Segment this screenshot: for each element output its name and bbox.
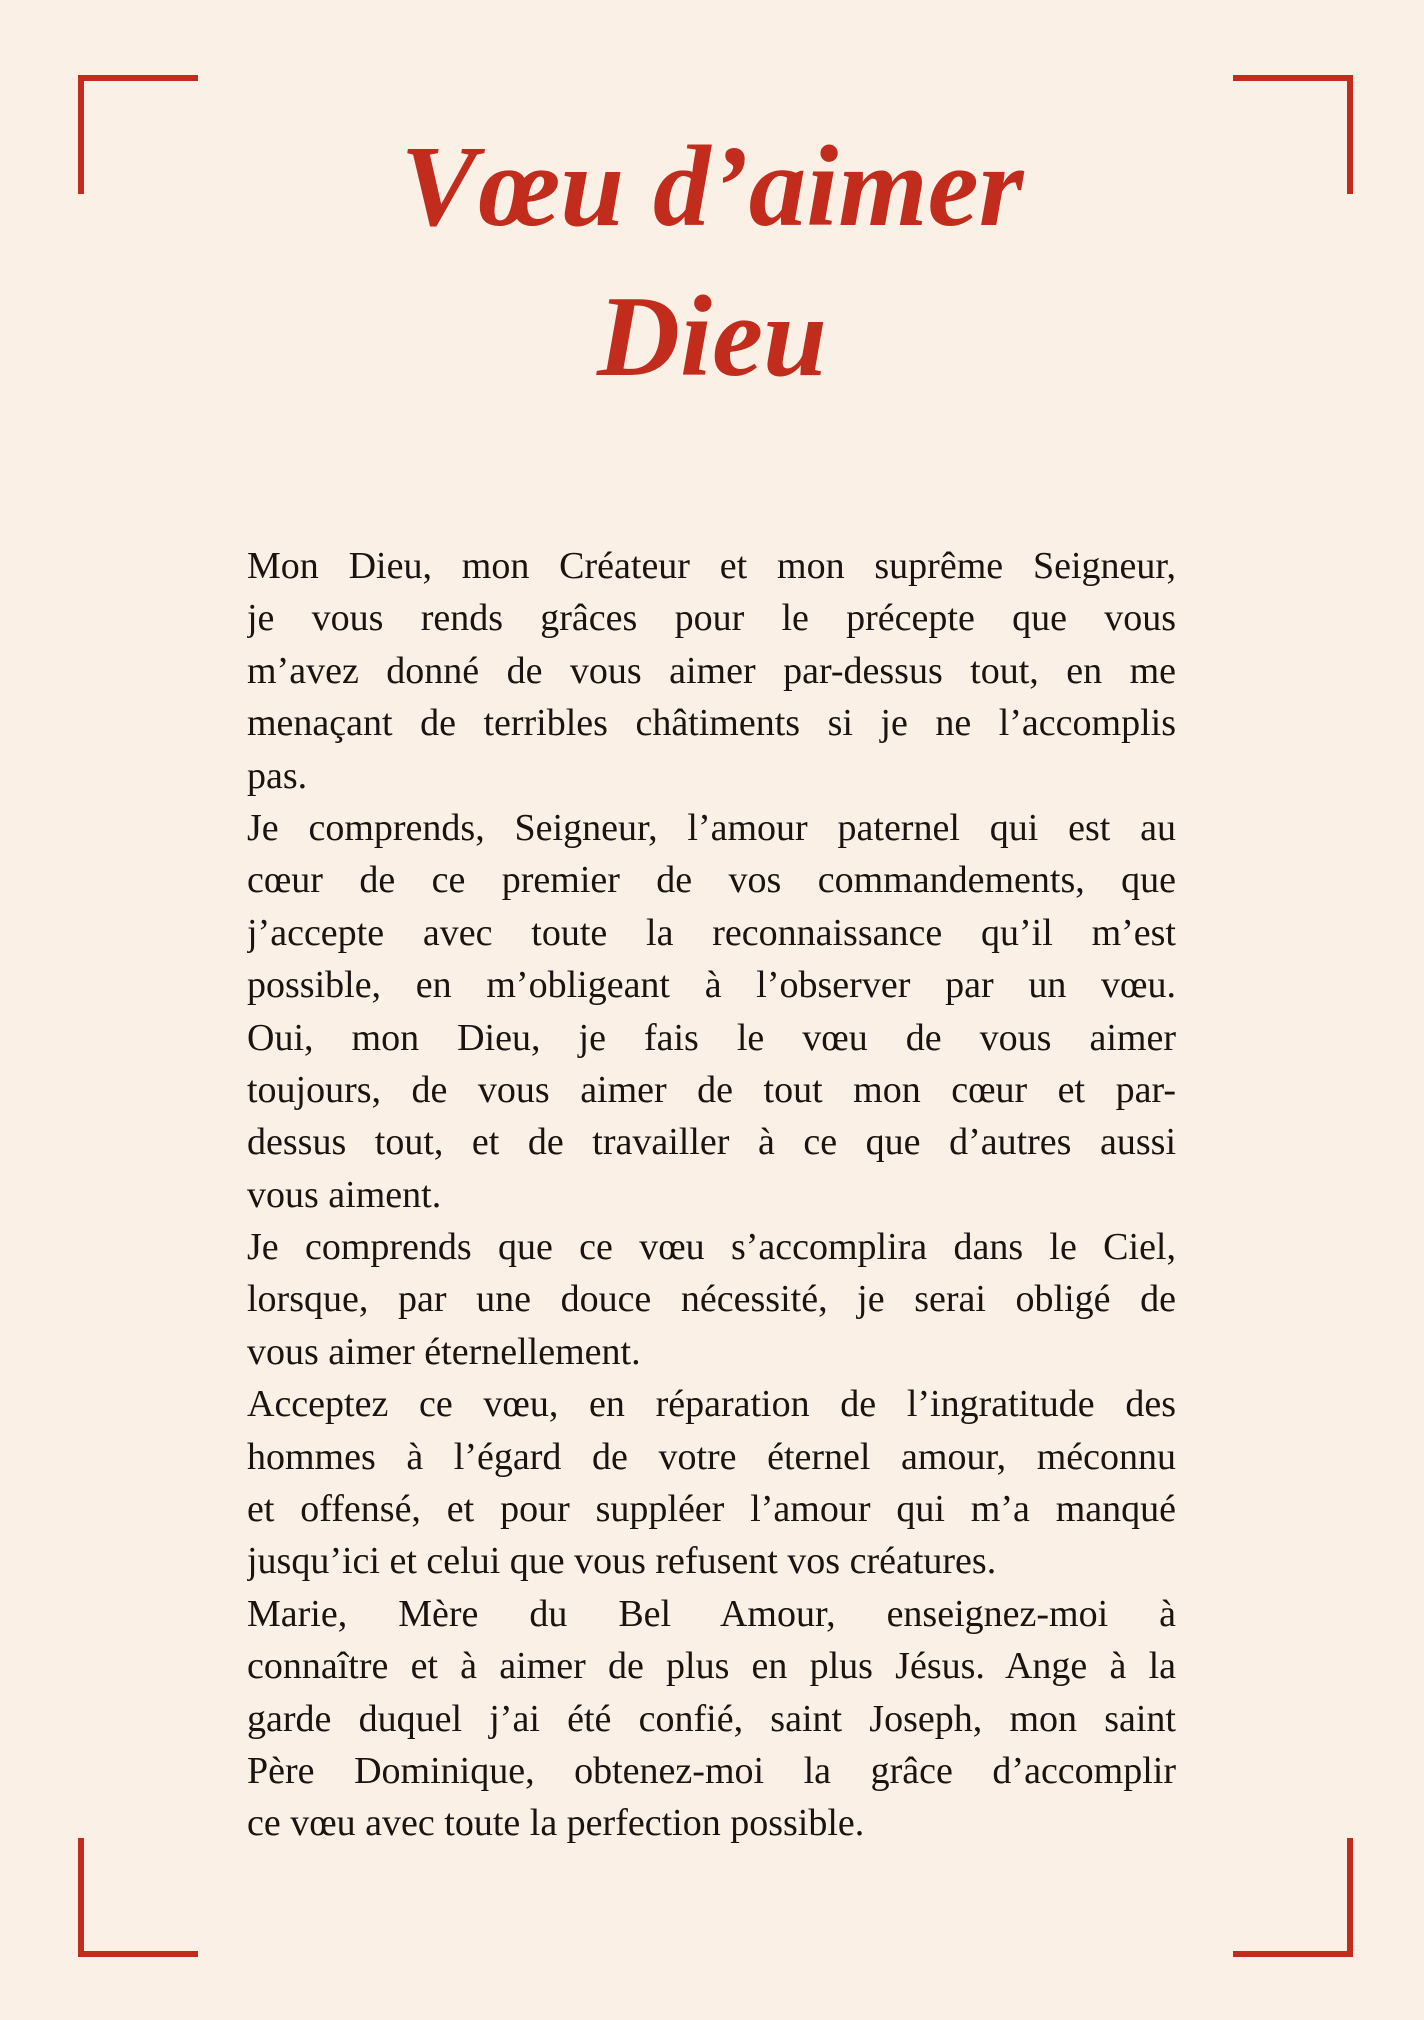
prayer-line: lorsque, par une douce nécessité, je serai obligé de bbox=[247, 1278, 1176, 1321]
prayer-line: possible, en m’obligeant à l’observer par un vœu. bbox=[247, 964, 1176, 1007]
prayer-line: ce vœu avec toute la perfection possible. bbox=[247, 1802, 865, 1845]
prayer-line: m’avez donné de vous aimer par-dessus tout, en me bbox=[247, 649, 1176, 692]
corner-bracket-bottom-left-icon bbox=[78, 1838, 198, 1957]
prayer-text bbox=[247, 540, 1176, 1850]
prayer-line: garde duquel j’ai été confié, saint Joseph, mon saint bbox=[247, 1697, 1176, 1740]
prayer-line: je vous rends grâces pour le précepte que vous bbox=[247, 597, 1176, 640]
prayer-line: jusqu’ici et celui que vous refusent vos créatures. bbox=[247, 1540, 997, 1583]
prayer-line: toujours, de vous aimer de tout mon cœur et par- bbox=[247, 1068, 1176, 1111]
prayer-line: connaître et à aimer de plus en plus Jésus. Ange à la bbox=[247, 1645, 1176, 1688]
page-title-line-1: Vœu d’aimer bbox=[400, 123, 1024, 250]
prayer-line: et offensé, et pour suppléer l’amour qui m’a manqué bbox=[247, 1488, 1176, 1531]
prayer-line: pas. bbox=[247, 754, 308, 797]
prayer-line: vous aiment. bbox=[247, 1173, 442, 1216]
prayer-line: j’accepte avec toute la reconnaissance qu’il m’est bbox=[247, 911, 1176, 954]
prayer-line: hommes à l’égard de votre éternel amour, méconnu bbox=[247, 1435, 1176, 1478]
prayer-line: Acceptez ce vœu, en réparation de l’ingratitude des bbox=[247, 1383, 1176, 1426]
prayer-line: menaçant de terribles châtiments si je ne l’accomplis bbox=[247, 702, 1176, 745]
page-title-line-2: Dieu bbox=[597, 273, 827, 400]
prayer-line: Mon Dieu, mon Créateur et mon suprême Seigneur, bbox=[247, 545, 1176, 587]
prayer-line: Oui, mon Dieu, je fais le vœu de vous aimer bbox=[247, 1016, 1176, 1059]
prayer-line: dessus tout, et de travailler à ce que d’autres aussi bbox=[247, 1121, 1176, 1164]
prayer-line: Je comprends, Seigneur, l’amour paternel qui est au bbox=[247, 806, 1176, 849]
corner-bracket-bottom-right-icon bbox=[1233, 1838, 1353, 1957]
prayer-line: vous aimer éternellement. bbox=[247, 1330, 641, 1373]
prayer-line: Père Dominique, obtenez-moi la grâce d’accomplir bbox=[247, 1749, 1176, 1792]
prayer-line: Je comprends que ce vœu s’accomplira dans le Ciel, bbox=[247, 1226, 1176, 1269]
prayer-line: cœur de ce premier de vos commandements, que bbox=[247, 859, 1176, 902]
page-title bbox=[0, 112, 1424, 412]
prayer-line: Marie, Mère du Bel Amour, enseignez-moi à bbox=[247, 1592, 1176, 1635]
